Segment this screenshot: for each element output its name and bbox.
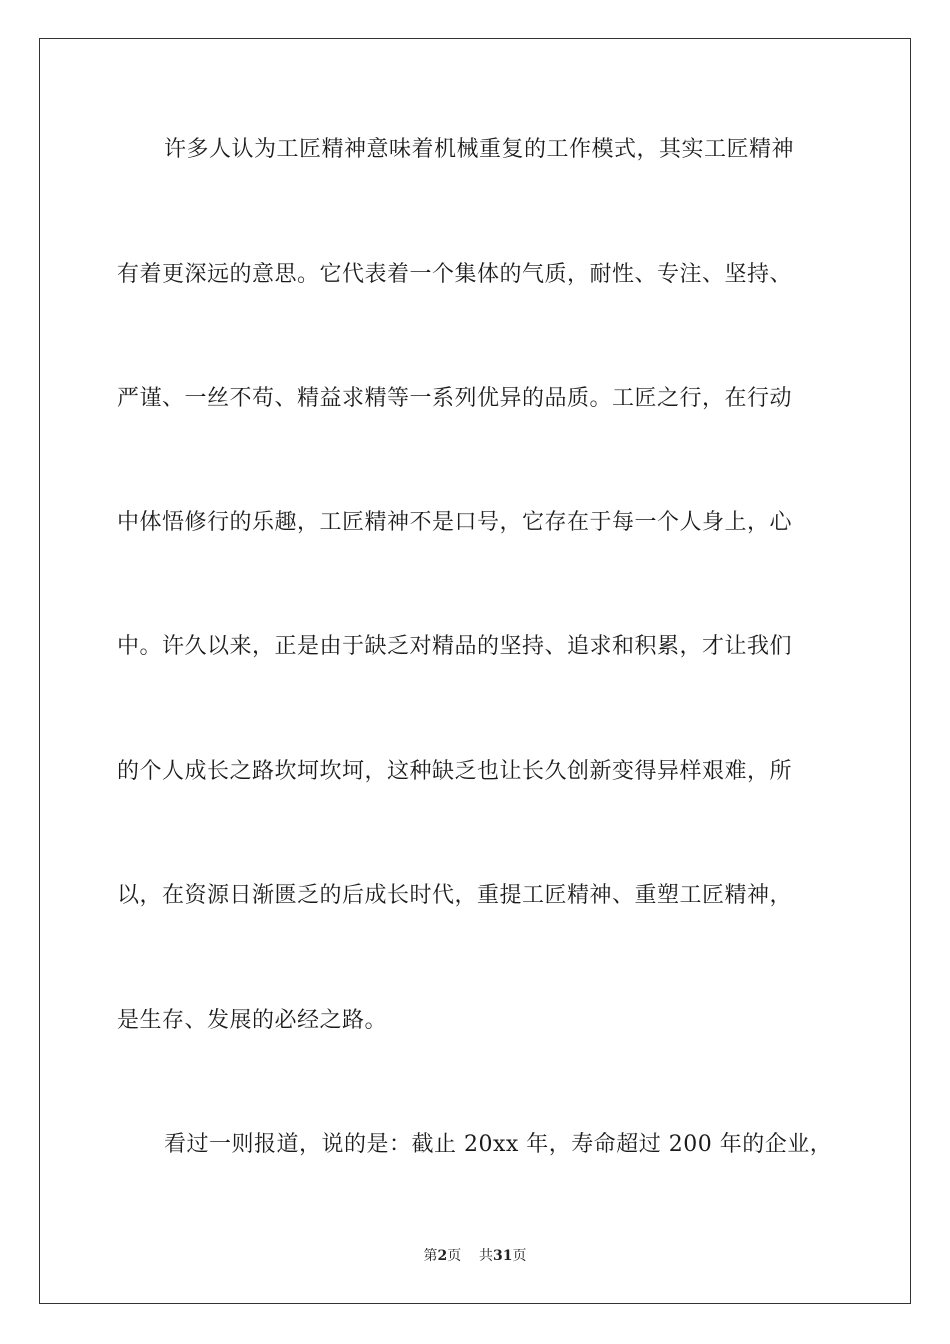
paragraph-line: 中体悟修行的乐趣，工匠精神不是口号，它存在于每一个人身上，心 (117, 510, 793, 535)
paragraph-line: 的个人成长之路坎坷坎坷，这种缺乏也让长久创新变得异样艰难，所 (117, 759, 793, 784)
paragraph-line: 中。许久以来，正是由于缺乏对精品的坚持、追求和积累，才让我们 (117, 634, 793, 659)
page-footer (0, 1247, 950, 1265)
page-number: 2 (437, 1248, 448, 1264)
paragraph-line: 许多人认为工匠精神意味着机械重复的工作模式，其实工匠精神 (164, 137, 795, 162)
paragraph-line: 以，在资源日渐匮乏的后成长时代，重提工匠精神、重塑工匠精神， (117, 883, 793, 908)
paragraph-line: 是生存、发展的必经之路。 (117, 1008, 388, 1033)
paragraph-line: 严谨、一丝不苟、精益求精等一系列优异的品质。工匠之行，在行动 (117, 386, 793, 411)
total-prefix: 共 (479, 1248, 494, 1264)
total-pages: 31 (493, 1248, 513, 1264)
total-suffix: 页 (512, 1248, 527, 1264)
paragraph-line: 看过一则报道，说的是：截止 20xx 年，寿命超过 200 年的企业， (164, 1132, 833, 1157)
page-prefix: 第 (423, 1248, 438, 1264)
paragraph-line: 有着更深远的意思。它代表着一个集体的气质，耐性、专注、坚持、 (117, 262, 793, 287)
page-suffix: 页 (447, 1248, 462, 1264)
page-border (39, 38, 911, 1304)
